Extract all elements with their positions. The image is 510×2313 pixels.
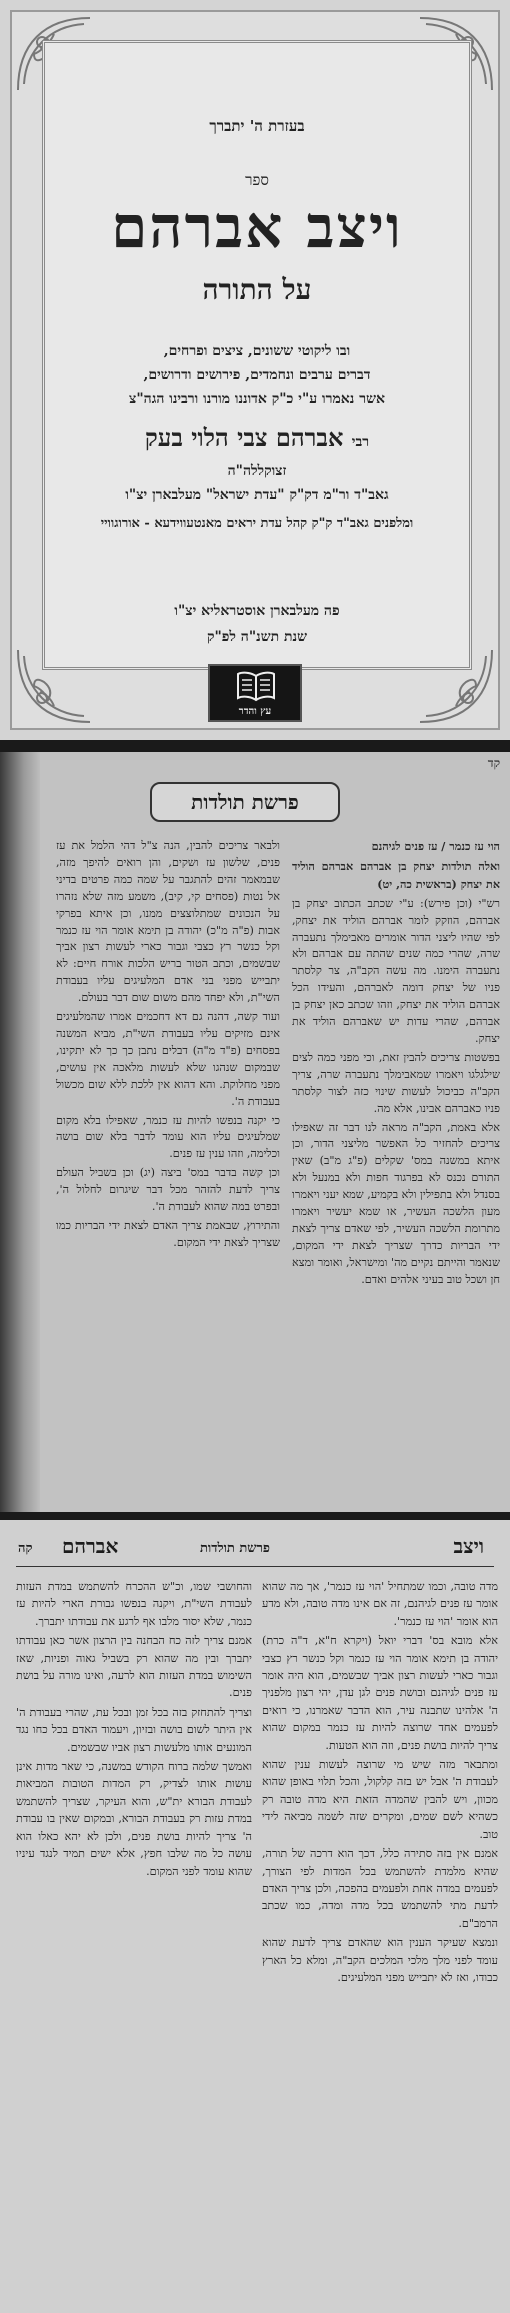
running-header-center: פרשת תולדות <box>200 1541 270 1556</box>
author-prefix: רבי <box>351 434 370 450</box>
publisher-name: עץ והדר <box>238 706 272 717</box>
paragraph: אמנם אין בזה סתירה כלל, דכך הוא דרכה של תורה, שהיא מלמדת להשתמש בכל המדות לפי הצורך, לפעמים במדה אחת ולפעמים בהפכה, ולכן צריך האדם לדעת מתי להשתמש בכל מדה ומדה, כמו שכתב הרמב"ם. <box>262 1847 498 1930</box>
page-number: קד <box>487 756 500 770</box>
paragraph: ואמשך שלמה ברוח הקודש במשנה, כי שאר מדות אינן עושות אותו לצדיק, רק המדות הטובות המביאות לעבודת הבורא ית"ש, והוא העיקר, שצריך להשתמש במדת עזות רק בעבודת הבורא, ובמקום שאין בו עבודת ה' צריך להיות בושת פנים, ולכן לא יהא כאלו הוא עושה כל מה שלבו חפץ, אלא ישים תמיד לנגד עיניו שהוא עומד לפני המקום. <box>16 1760 252 1878</box>
page-toldos-1 <box>0 752 510 1512</box>
paragraph: בפשטות צריכים להבין זאת, וכי מפני כמה לצים שילגלגו ויאמרו שמאבימלך נתעברה שרה, צריך הקב"ה כביכול לעשות שינוי כזה לצור קלסתר פניו כאברהם אבינו, אלא מה. <box>292 1050 500 1115</box>
title-page <box>0 0 510 740</box>
page-number: קה <box>18 1541 33 1556</box>
description-line-3: אשר נאמרו ע"י כ"ק אדוננו מורנו ורבינו הגה"צ <box>129 391 385 407</box>
title-page-inner-border <box>42 40 472 670</box>
paragraph: והתירוץ, שבאמת צריך האדם לצאת ידי הבריות כמו שצריך לצאת ידי המקום. <box>56 1218 280 1249</box>
page-toldos-2 <box>0 1520 510 2313</box>
author-suffix: זצוקללה"ה <box>227 463 287 479</box>
publisher-logo <box>208 664 302 722</box>
parsha-heading: פרשת תולדות <box>150 782 340 822</box>
book-title: ויצב אברהם <box>111 193 403 261</box>
paragraph: אמנם צריך לזה כח הבחנה בין הרצון אשר כאן עבודתו יתברך ובין מה שהוא רק בשביל גאוה ופניות, שאז השימוש במדת העזות הוא לרעה, ואינו מורה על בושת פנים. <box>16 1634 252 1700</box>
running-header-right: ויצב <box>453 1534 484 1558</box>
paragraph: ונמצא שעיקר הענין הוא שהאדם צריך לדעת שהוא עומד לפני מלך מלכי המלכים הקב"ה, ומלא כל הארץ כבודו, ואז לא יתבייש מפני המלעיגים. <box>262 1936 498 1984</box>
author-name: אברהם צבי הלוי בעק <box>144 423 344 452</box>
left-column <box>56 838 280 1254</box>
page-fold-shadow <box>0 752 40 1512</box>
left-column <box>16 1578 252 1882</box>
author-title-line: גאב"ד ור"מ דק"ק "עדת ישראל" מעלבארן יצ"ו <box>125 487 389 503</box>
author-former-title: ומלפנים גאב"ד ק"ק קהל עדת יראים מאנטעווידעא - אורוגוויי <box>100 516 414 531</box>
paragraph: ומתבאר מזה שיש מי שרוצה לעשות ענין שהוא לעבודת ה' אבל יש בזה קלקול, והכל תלוי באופן שהוא מכוון, ויש להבין שהמדה הזאת היא מדה טובה רק כשהיא לשם שמים, ומקרים שזה לשמה מביאה לידי טוב. <box>262 1758 498 1841</box>
publication-year: שנת תשנ"ה לפ"ק <box>206 629 308 645</box>
paragraph: ולבאר צריכים להבין, הנה צ"ל דהי הלמל את עז פנים, שלשון עז ושקים, והן רואים להיפך מזה, שבמאמר זהים להתגבר על שמה כמה פרטים בדיני אל נטות (פסחים קי, קיב), משמע מזה שלא נזהרו על הנכונים שמתלוצצים ממנו, וכן איתא בפרקי אבות (פ"ה מ"כ) יהודה בן תימא אומר הוי עז כנמר וקל כנשר רץ כצבי וגבור כארי לעשות רצון אביך שבשמים, וכתב הטור בריש הלכות אורח חיים: לא יתבייש מפני בני אדם המלעיגים עליו בעבודת השי"ת, ולא יפחד מהם משום שום דבר בעולם. <box>56 839 280 1005</box>
right-column <box>262 1578 498 1988</box>
sefer-label: ספר <box>245 171 269 189</box>
paragraph: רש"י (וכן פירש): ע"י שכתב הכתוב יצחק בן אברהם, הוזקק לומר אברהם הוליד את יצחק, לפי שהיו ליצני הדור אומרים מאבימלך נתעברה שרה, שהרי כמה שנים שהתה עם אברהם ולא נתעברה הימנו. מה עשה הקב"ה, צר קלסתר פניו של יצחק דומה לאברהם, והעידו הכל אברהם הוליד את יצחק, וזהו שכתב כאן יצחק בן אברהם, שהרי עדות יש שאברהם הוליד את יצחק. <box>292 896 500 1045</box>
right-column <box>292 838 500 1291</box>
paragraph: אלא מובא בס' דברי יואל (ויקרא ח"א, ד"ה כרת) יהודה בן תימא אומר הוי עז כנמר וקל כנשר רץ כצבי וגבור כארי לעשות רצון אביך שבשמים, הוא היה אומר עז פנים לגיהנם ובושת פנים לגן עדן, יהי רצון מלפניך ה' אלהינו שתבנה עיר, הוא הדבר שאמרנו, כי רואים לפעמים אחד שרוצה להיות עז כנמר במקום שהוא צריך להיות בושת פנים, וזה הוא הטעות. <box>262 1634 498 1752</box>
paragraph: כי יקנה בנפשו להיות עז כנמר, שאפילו בלא מקום שמלעיגים עליו הוא עומד לדבר בלא שום בושה וכלימה, וזהו ענין עז פנים. <box>56 1113 280 1161</box>
header-divider <box>16 1566 494 1567</box>
paragraph: מדה טובה, וכמו שמתחיל 'הוי עז כנמר', אך מה שהוא אומר עז פנים לגיהנם, זה אם אינו מדה טובה, ולא מדע הוא אומר 'הוי עז כנמר'. <box>262 1580 498 1628</box>
paragraph: והחושבי שמו, וכ"ש ההכרח להשתמש במדת העזות לעבודת השי"ת, ויקנה בנפשו גבורת הארי להיות עז כנמר, שלא יסור מלבו אף לרגע את עבודתו יתברך. <box>16 1580 252 1628</box>
paragraph: ועוד קשה, דהנה גם דא דחכמים אמרו שהמלעיגים אינם מזיקים עליו בעבודת השי"ת, מביא המשנה בפסחים (פ"ד מ"ה) דבלים נתבן כך כך לא יתקינו, שבמקום שנהגו שלא לעשות מלאכה אין עושים, מפני מחלוקת. והא דהוא אין ללכת ללא שום מכשול בעבודת ה'. <box>56 1010 280 1108</box>
book-icon <box>236 670 276 702</box>
section-heading: הוי עז כנמר / עז פנים לגיהנם <box>371 839 500 853</box>
book-subtitle: על התורה <box>202 273 312 306</box>
description-line-1: ובו ליקוטי ששונים, ציצים ופרחים, <box>163 343 351 359</box>
title-page-frame <box>10 10 500 730</box>
help-line: בעזרת ה' יתברך <box>209 117 305 135</box>
paragraph: וצריך להתחזק בזה בכל זמן ובכל עת, שהרי בעבודת ה' אין היתר לשום בושה ובזיון, ויעמוד האדם בכל כחו נגד המונעים אותו מלעשות רצון אביו שבשמים. <box>16 1705 252 1754</box>
description-line-2: דברים ערבים ונחמדים, פירושים ודרושים, <box>143 367 371 383</box>
publication-place: פה מעלבארן אוסטראליא יצ"ו <box>174 603 340 619</box>
paragraph: וכן קשה בדבר במס' ביצה (יג) וכן בשביל העולם צריך לדעת להזהר מכל דבר שיגרום לחלול ה', ובפרט במה שהוא לעבודת ה'. <box>56 1166 280 1214</box>
running-header-left: אברהם <box>62 1534 119 1558</box>
author-line <box>45 423 469 453</box>
paragraph: אלא באמת, הקב"ה מראה לנו דבר זה שאפילו צריכים להחזיר כל האפשר מליצני הדור, וכן איתא במשנה במס' שקלים (פ"ג מ"ב) שאין התורם נכנס לא בפרגוד חפות ולא במנעל ולא בסנדל ולא בתפילין ולא בקמיע, שמא יעני ויאמרו מעון הלשכה העשיר, או שמא יעשיר ויאמרו מתרומת הלשכה העשיר, לפי שאדם צריך לצאת ידי הבריות כדרך שצריך לצאת ידי המקום, שנאמר והייתם נקיים מה' ומישראל, ואומר ומצא חן ושכל טוב בעיני אלהים ואדם. <box>292 1120 500 1286</box>
verse-quote: ואלה תולדות יצחק בן אברהם אברהם הוליד את יצחק (בראשית כה, יט) <box>292 858 500 891</box>
